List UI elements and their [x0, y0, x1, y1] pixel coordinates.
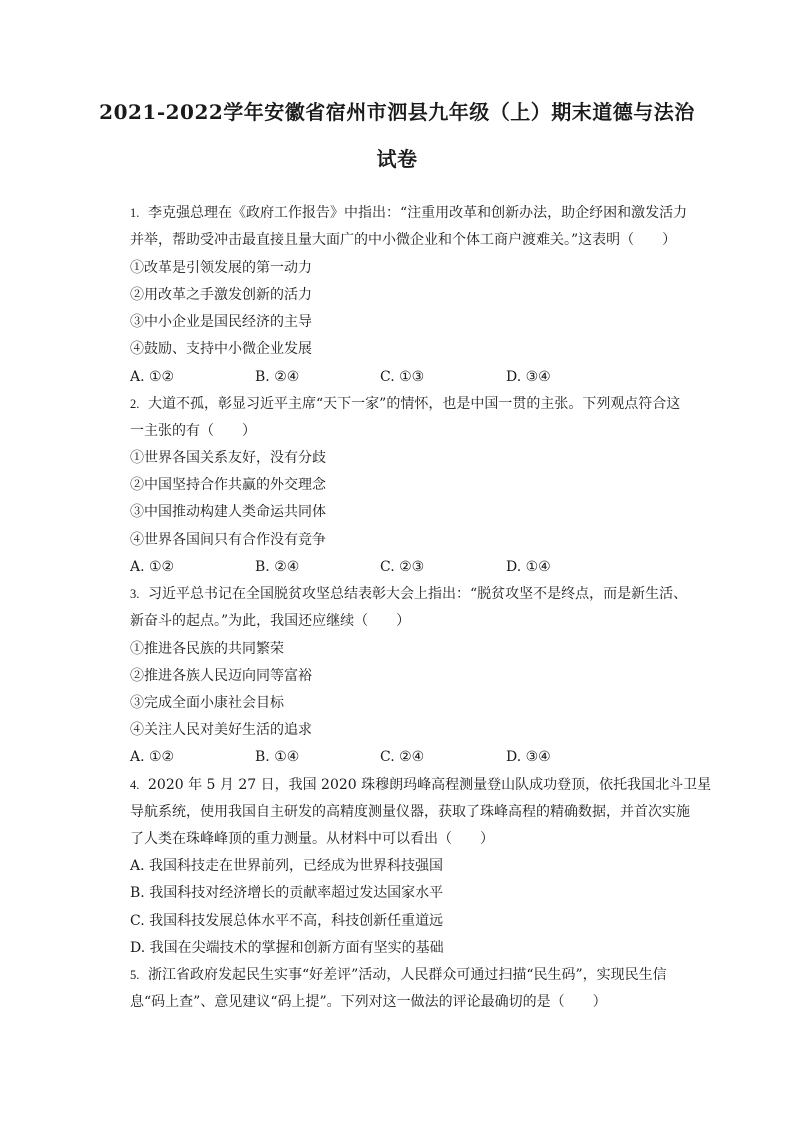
question-4-stem-line2: 导航系统，使用我国自主研发的高精度测量仪器，获取了珠峰高程的精确数据，并首次实施 [130, 804, 690, 820]
question-2-option-a: A. ①② [130, 559, 175, 575]
question-1-option-d: D. ③④ [506, 369, 551, 385]
question-1-stem-line2: 并举，帮助受冲击最直接且量大面广的中小微企业和个体工商户渡难关。”这表明（ ） [130, 232, 677, 248]
question-2-item-4: ④世界各国间只有合作没有竞争 [130, 532, 326, 548]
question-3-item-1: ①推进各民族的共同繁荣 [130, 641, 284, 657]
question-3-stem-line1: 3. 习近平总书记在全国脱贫攻坚总结表彰大会上指出：“脱贫攻坚不是终点，而是新生活、 [130, 586, 688, 602]
question-1-option-a: A. ①② [130, 369, 175, 385]
question-5-stem-line1: 5. 浙江省政府发起民生实事“好差评”活动，人民群众可通过扫描“民生码”，实现民生信 [130, 967, 667, 983]
document-title-line2: 试卷 [376, 147, 418, 171]
question-4-choice-b: B. 我国科技对经济增长的贡献率超过发达国家水平 [130, 885, 444, 901]
question-4-stem-line1: 4. 2020 年 5 月 27 日，我国 2020 珠穆朗玛峰高程测量登山队成功登顶，依托我国北斗卫星 [130, 777, 712, 793]
question-4-number: 4. [130, 778, 140, 792]
question-4-choice-a: A. 我国科技走在世界前列，已经成为世界科技强国 [130, 858, 444, 874]
question-3-option-d: D. ③④ [506, 749, 551, 765]
question-4-stem-line3: 了人类在珠峰峰顶的重力测量。从材料中可以看出（ ） [130, 831, 494, 847]
question-2-option-d: D. ①④ [506, 559, 551, 575]
question-2-item-2: ②中国坚持合作共赢的外交理念 [130, 477, 326, 493]
question-1-item-2: ②用改革之手激发创新的活力 [130, 287, 312, 303]
question-3-stem-line2: 新奋斗的起点。”为此，我国还应继续（ ） [130, 613, 411, 629]
question-1-option-c: C. ①③ [380, 369, 425, 385]
question-4-choice-c: C. 我国科技发展总体水平不高，科技创新任重道远 [130, 913, 444, 929]
question-1-item-4: ④鼓励、支持中小微企业发展 [130, 341, 312, 357]
document-title-line1: 2021-2022学年安徽省宿州市泗县九年级（上）期末道德与法治 [99, 100, 695, 124]
question-2-item-1: ①世界各国关系友好，没有分歧 [130, 450, 326, 466]
question-1-stem-line1: 1. 李克强总理在《政府工作报告》中指出：“注重用改革和创新办法，助企纾困和激发活力 [130, 205, 688, 221]
question-1-item-3: ③中小企业是国民经济的主导 [130, 314, 312, 330]
question-2-stem-line1: 2. 大道不孤，彰显习近平主席“天下一家”的情怀，也是中国一贯的主张。下列观点符合这 [130, 396, 681, 412]
question-2-option-c: C. ②③ [380, 559, 425, 575]
question-2-stem-line2: 一主张的有（ ） [130, 423, 256, 439]
question-3-item-4: ④关注人民对美好生活的追求 [130, 722, 312, 738]
question-2-number: 2. [130, 397, 140, 411]
question-5-stem-line2: 息“码上查”、意见建议“码上提”。下列对这一做法的评论最确切的是（ ） [130, 994, 607, 1010]
question-1-item-1: ①改革是引领发展的第一动力 [130, 260, 312, 276]
question-1-number: 1. [130, 206, 140, 220]
question-3-item-3: ③完成全面小康社会目标 [130, 695, 284, 711]
question-3-number: 3. [130, 587, 140, 601]
question-3-option-c: C. ②④ [380, 749, 425, 765]
question-5-number: 5. [130, 968, 140, 982]
question-3-item-2: ②推进各族人民迈向同等富裕 [130, 668, 312, 684]
question-1-option-b: B. ②④ [255, 369, 300, 385]
question-2-option-b: B. ②④ [255, 559, 300, 575]
question-3-option-b: B. ①④ [255, 749, 300, 765]
question-3-option-a: A. ①② [130, 749, 175, 765]
question-4-choice-d: D. 我国在尖端技术的掌握和创新方面有坚实的基础 [130, 940, 444, 956]
question-2-item-3: ③中国推动构建人类命运共同体 [130, 504, 326, 520]
